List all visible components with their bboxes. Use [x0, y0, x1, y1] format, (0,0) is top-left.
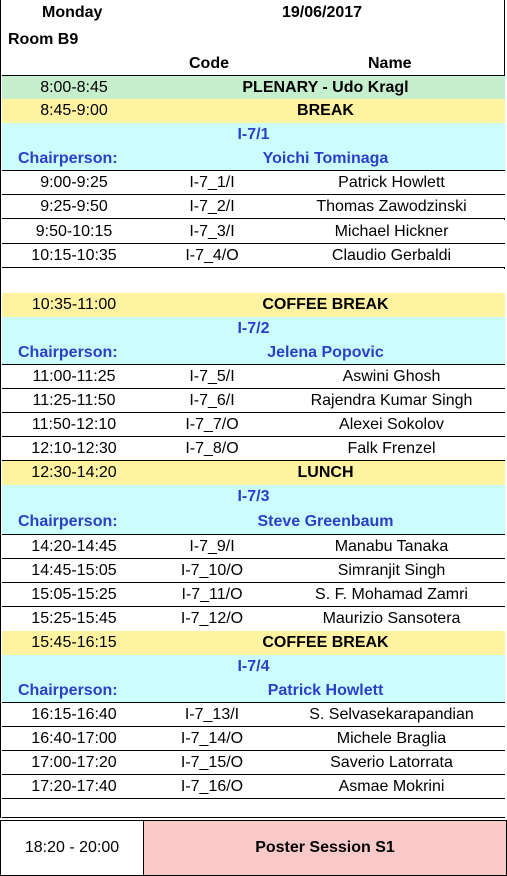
room-label: Room B9 [8, 31, 79, 48]
chairperson-name: Jelena Popovic [267, 343, 384, 361]
talk-speaker: S. F. Mohamad Zamri [315, 585, 468, 603]
session-4-title: I-7/4 [237, 658, 270, 675]
break-row [2, 99, 505, 123]
column-header-name: Name [368, 55, 412, 72]
column-header-code: Code [189, 55, 229, 72]
coffee-break-time: 15:45-16:15 [31, 634, 117, 651]
poster-session-title: Poster Session S1 [144, 821, 506, 875]
table-row [2, 535, 505, 559]
talk-time: 17:20-17:40 [31, 777, 117, 795]
talk-time: 9:50-10:15 [35, 222, 113, 240]
spacer-row [2, 799, 505, 818]
talk-time: 15:05-15:25 [31, 585, 117, 603]
session-2-title: I-7/2 [237, 320, 270, 337]
talk-time: 9:25-9:50 [40, 197, 108, 215]
table-row [2, 244, 505, 268]
talk-code: I-7_3/I [189, 222, 235, 240]
talk-time: 11:00-11:25 [32, 367, 116, 385]
talk-code: I-7_12/O [180, 610, 244, 627]
talk-time: 15:25-15:45 [31, 610, 117, 627]
talk-code: I-7_10/O [180, 561, 244, 579]
table-row [2, 195, 505, 219]
table-row [2, 437, 505, 461]
talk-code: I-7_1/I [189, 173, 235, 191]
talk-speaker: Simranjit Singh [337, 561, 446, 579]
lunch-row [2, 461, 505, 485]
talk-time: 14:45-15:05 [31, 561, 117, 579]
talk-code: I-7_13/I [184, 705, 240, 723]
table-row [2, 559, 505, 583]
talk-speaker: S. Selvasekarapandian [309, 705, 474, 723]
chairperson-label: Chairperson: [18, 512, 118, 530]
chairperson-name: Yoichi Tominaga [262, 149, 389, 167]
talk-time: 12:10-12:30 [31, 439, 117, 457]
talk-speaker: Alexei Sokolov [339, 415, 444, 433]
talk-speaker: Saverio Latorrata [330, 753, 453, 771]
session-3-title: I-7/3 [237, 488, 270, 505]
lunch-time: 12:30-14:20 [31, 464, 117, 481]
break-time: 8:45-9:00 [40, 102, 108, 119]
table-row [2, 703, 505, 727]
chairperson-label: Chairperson: [18, 681, 118, 699]
talk-time: 11:50-12:10 [31, 415, 117, 433]
coffee-break-title: COFFEE BREAK [262, 296, 389, 313]
session-3-chair-row [2, 509, 505, 535]
coffee-break-time: 10:35-11:00 [31, 296, 117, 313]
poster-session-time: 18:20 - 20:00 [1, 821, 144, 875]
day-label: Monday [42, 4, 103, 21]
talk-time: 11:25-11:50 [32, 391, 116, 409]
talk-code: I-7_15/O [180, 753, 244, 771]
table-row [2, 751, 505, 775]
spacer-row [2, 269, 505, 293]
table-row [2, 775, 505, 799]
talk-speaker: Michael Hickner [334, 222, 449, 240]
coffee-break-row [2, 631, 505, 655]
talk-code: I-7_9/I [189, 537, 235, 555]
talk-speaker: Aswini Ghosh [342, 367, 441, 385]
session-1-title: I-7/1 [237, 126, 270, 143]
chairperson-label: Chairperson: [18, 343, 118, 361]
chairperson-label: Chairperson: [18, 149, 118, 167]
talk-time: 16:40-17:00 [31, 729, 117, 747]
talk-speaker: Patrick Howlett [338, 173, 445, 191]
session-2-chair-row [2, 341, 505, 365]
table-row [2, 220, 505, 244]
session-2-title-row [2, 317, 505, 341]
talk-speaker: Rajendra Kumar Singh [310, 391, 473, 409]
talk-code: I-7_16/O [180, 777, 244, 795]
talk-speaker: Asmae Mokrini [338, 777, 445, 795]
talk-speaker: Manabu Tanaka [334, 537, 449, 555]
table-row [2, 583, 505, 607]
coffee-break-title: COFFEE BREAK [262, 634, 389, 651]
table-row [2, 727, 505, 751]
talk-time: 16:15-16:40 [31, 705, 117, 723]
talk-code: I-7_8/O [185, 439, 239, 457]
date-label: 19/06/2017 [282, 4, 363, 21]
session-3-title-row [2, 485, 505, 509]
talk-speaker: Thomas Zawodzinski [316, 197, 467, 215]
talk-speaker: Claudio Gerbaldi [331, 246, 452, 264]
talk-time: 17:00-17:20 [31, 753, 117, 771]
header-row-day [2, 0, 505, 26]
talk-time: 10:15-10:35 [31, 246, 117, 264]
table-row [2, 171, 505, 195]
talk-time: 9:00-9:25 [40, 173, 108, 191]
talk-code: I-7_14/O [180, 729, 244, 747]
talk-speaker: Maurizio Sansotera [322, 610, 461, 627]
plenary-time: 8:00-8:45 [40, 78, 108, 96]
plenary-row [2, 75, 505, 99]
header-row-columns [2, 52, 505, 76]
table-row [2, 413, 505, 437]
poster-session-row [0, 820, 507, 876]
talk-code: I-7_4/O [185, 246, 239, 264]
plenary-title: PLENARY - Udo Kragl [242, 78, 409, 96]
talk-speaker: Michele Braglia [336, 729, 447, 747]
talk-code: I-7_11/O [181, 585, 243, 603]
talk-time: 14:20-14:45 [31, 537, 117, 555]
talk-speaker: Falk Frenzel [347, 439, 436, 457]
talk-code: I-7_7/O [185, 415, 239, 433]
session-4-chair-row [2, 679, 505, 703]
chairperson-name: Steve Greenbaum [257, 512, 394, 530]
header-row-room [2, 28, 505, 52]
table-row [2, 607, 505, 631]
session-1-title-row [2, 123, 505, 147]
break-title: BREAK [297, 102, 354, 119]
session-4-title-row [2, 655, 505, 679]
table-row [2, 389, 505, 413]
chairperson-name: Patrick Howlett [267, 681, 384, 699]
lunch-title: LUNCH [297, 464, 354, 481]
talk-code: I-7_2/I [189, 197, 235, 215]
talk-code: I-7_5/I [189, 367, 235, 385]
session-1-chair-row [2, 147, 505, 171]
talk-code: I-7_6/I [189, 391, 235, 409]
coffee-break-row [2, 293, 505, 317]
table-row [2, 365, 505, 389]
